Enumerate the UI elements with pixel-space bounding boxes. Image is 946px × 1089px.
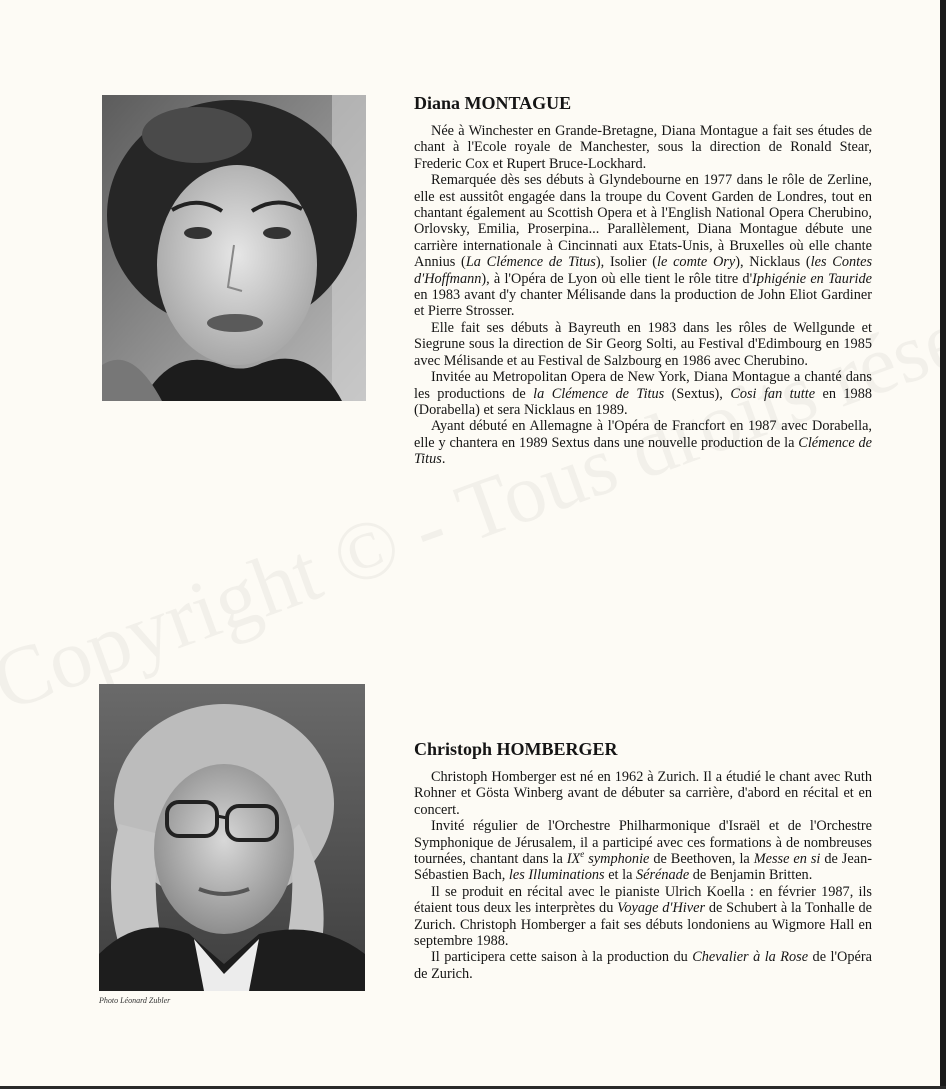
text-run: ), Nicklaus ( bbox=[735, 254, 811, 271]
text-run: Invitée au Metropolitan Opera de New York, Diana Montague a chanté dans les productions de bbox=[414, 369, 872, 402]
artist-name bbox=[414, 93, 872, 114]
portrait-image-woman bbox=[102, 95, 366, 401]
text-run: Il se produit en récital avec le pianiste Ulrich Koella : en février 1987, ils étaient tous deux les interprètes du bbox=[414, 883, 872, 917]
italic-title: IX bbox=[566, 851, 581, 868]
italic-title: Clémence de Titus bbox=[414, 434, 872, 468]
italic-title: les Contes d'Hoffmann bbox=[414, 254, 873, 287]
text-run: Christoph Homberger est né en 1962 à Zurich. Il a étudié le chant avec Ruth Rohner et Gösta Winberg avant de débuter sa carrière, d'abord en récital et en concert. bbox=[414, 769, 872, 818]
text-run: (Sextus), bbox=[664, 385, 731, 402]
italic-title: la Clémence de Titus bbox=[533, 385, 665, 402]
text-run: en 1983 avant d'y chanter Mélisande dans la production de John Eliot Gardiner et Pierre Strosser. bbox=[414, 287, 872, 320]
text-run: . bbox=[441, 451, 446, 468]
text-run: ), à l'Opéra de Lyon où elle tient le rôle titre d' bbox=[481, 270, 753, 287]
italic-title: La Clémence de Titus bbox=[465, 254, 596, 271]
text-run: Il participera cette saison à la production du bbox=[431, 949, 693, 966]
text-run: de Schubert à la Tonhalle de Zurich. Christoph Homberger a fait ses débuts londoniens au Wigmore Hall en septembre 1988. bbox=[414, 900, 873, 950]
bio-paragraph bbox=[414, 949, 872, 982]
bio-paragraph bbox=[414, 418, 872, 467]
bio-paragraph bbox=[414, 818, 872, 884]
bio-christoph-homberger bbox=[414, 739, 872, 982]
italic-title: les Illuminations bbox=[508, 867, 605, 884]
text-run: et la bbox=[604, 867, 636, 884]
text-run: Remarquée dès ses débuts à Glyndebourne en 1977 dans le rôle de Zerline, elle est aussitôt engagée dans la troupe du Covent Garden de Londres, tout en chantant également au Scottish Opera et à l'English National Opera Cherubino, Orlovsky, Emilia, Proserpina... Parallèlement, Diana Montague débute une carrière internationale à Cincinnati aux Etats-Unis, à Bruxelles où elle chante Annius ( bbox=[414, 172, 872, 271]
italic-title: Chevalier à la Rose bbox=[692, 949, 809, 966]
bio-diana-montague bbox=[414, 93, 872, 468]
text-run: ), Isolier ( bbox=[595, 254, 658, 271]
text-run: en 1988 (Dorabella) et sera Nicklaus en 1989. bbox=[414, 385, 872, 418]
scan-edge-right bbox=[940, 0, 946, 1089]
text-run: Elle fait ses débuts à Bayreuth en 1983 dans les rôles de Wellgunde et Siegrune sous la direction de Sir Georg Solti, au Festival d'Edimbourg en 1985 avec Mélisande et au Festival de Salzbourg en 1986 avec Cherubino. bbox=[414, 319, 872, 369]
italic-title: Sérénade bbox=[635, 867, 690, 884]
artist-last-name: HOMBERGER bbox=[496, 739, 618, 759]
italic-title: Iphigénie en Tauride bbox=[752, 270, 872, 287]
text-run: de l'Opéra de Zurich. bbox=[414, 949, 872, 982]
artist-first-name: Christoph bbox=[414, 739, 493, 759]
artist-name bbox=[414, 739, 872, 760]
bio-paragraph bbox=[414, 320, 872, 369]
italic-title: Messe en si bbox=[753, 851, 821, 868]
artist-last-name: MONTAGUE bbox=[464, 93, 572, 113]
italic-title: Voyage d'Hiver bbox=[617, 900, 706, 917]
biography-text bbox=[414, 123, 872, 468]
photo-credit: Photo Léonard Zubler bbox=[99, 996, 171, 1005]
italic-title: e bbox=[580, 849, 585, 860]
portrait-image-man bbox=[99, 684, 365, 991]
portrait-photo-diana-montague bbox=[102, 95, 366, 401]
text-run: de Beethoven, la bbox=[649, 851, 754, 868]
artist-first-name: Diana bbox=[414, 93, 461, 113]
bio-paragraph bbox=[414, 769, 872, 818]
text-run: de Benjamin Britten. bbox=[689, 867, 813, 884]
text-run: Invité régulier de l'Orchestre Philharmonique d'Israël et de l'Orchestre Symphonique de Jérusalem, il a participé avec ces formations à de nombreuses tournées, chantant dans la bbox=[414, 818, 872, 868]
portrait-photo-christoph-homberger bbox=[99, 684, 365, 991]
text-run: de Jean-Sébastien Bach, bbox=[414, 851, 872, 884]
italic-title: le comte Ory bbox=[657, 254, 736, 271]
biography-text bbox=[414, 769, 872, 982]
italic-title: Cosi fan tutte bbox=[730, 385, 816, 402]
bio-paragraph bbox=[414, 884, 872, 950]
bio-paragraph bbox=[414, 123, 872, 172]
italic-title: symphonie bbox=[584, 851, 650, 868]
bio-paragraph bbox=[414, 172, 872, 320]
text-run: Ayant débuté en Allemagne à l'Opéra de Francfort en 1987 avec Dorabella, elle y chantera en 1989 Sextus dans une nouvelle production de la bbox=[414, 418, 872, 451]
text-run: Née à Winchester en Grande-Bretagne, Diana Montague a fait ses études de chant à l'Ecole royale de Manchester, sous la direction de Ronald Stear, Frederic Cox et Rupert Bruce-Lockhard. bbox=[414, 123, 872, 172]
bio-paragraph bbox=[414, 369, 872, 418]
